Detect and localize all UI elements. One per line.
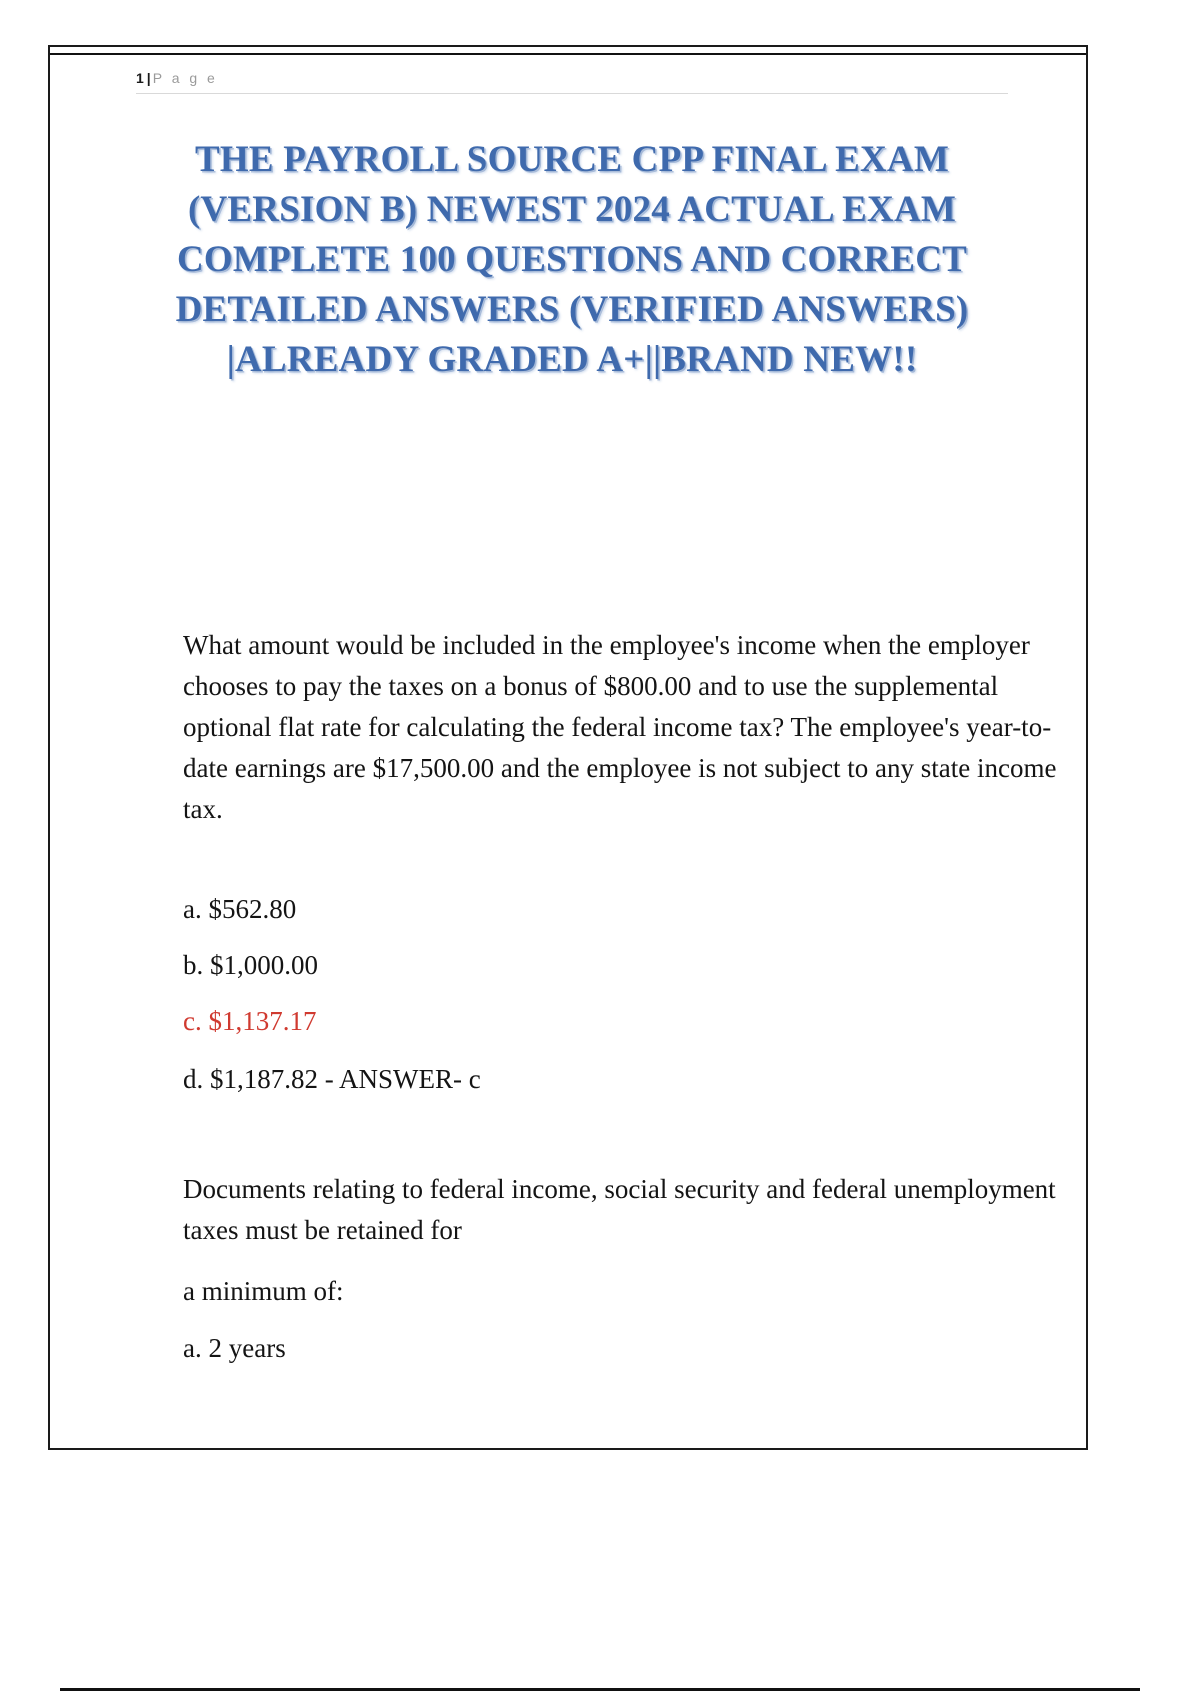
question-1-option-c: c. $1,137.17	[183, 1006, 317, 1036]
document-title: THE PAYROLL SOURCE CPP FINAL EXAM (VERSION B) NEWEST 2024 ACTUAL EXAM COMPLETE 100 QUESTIONS AND CORRECT DETAILED ANSWERS (VERIFIED ANSWERS) |ALREADY GRADED A+||BRAND NEW!!	[175, 139, 969, 380]
page-top-rule	[50, 53, 1086, 55]
question-1-option-a: a. $562.80	[183, 894, 297, 924]
question-1-option-b: b. $1,000.00	[183, 950, 318, 980]
page-bottom-rule	[60, 1688, 1140, 1691]
question-2-stem-continued: a minimum of:	[183, 1276, 344, 1306]
question-1-stem: What amount would be included in the employee's income when the employer chooses to pay the taxes on a bonus of $800.00 and to use the supplemental optional flat rate for calculating the federal income tax? The employee's year-to-date earnings are $17,500.00 and the employee is not subject to any state income tax.	[183, 630, 1057, 824]
question-2-option-a: a. 2 years	[183, 1333, 286, 1363]
page-number: 1	[136, 70, 145, 86]
question-1-option-d: d. $1,187.82 - ANSWER- c	[183, 1064, 481, 1094]
document-page	[48, 45, 1088, 1450]
page-header-separator: |	[146, 70, 151, 86]
page-header-label: P a g e	[152, 70, 218, 86]
running-page-header	[136, 69, 1008, 94]
question-2-stem: Documents relating to federal income, social security and federal unemployment taxes must be retained for	[183, 1174, 1056, 1245]
